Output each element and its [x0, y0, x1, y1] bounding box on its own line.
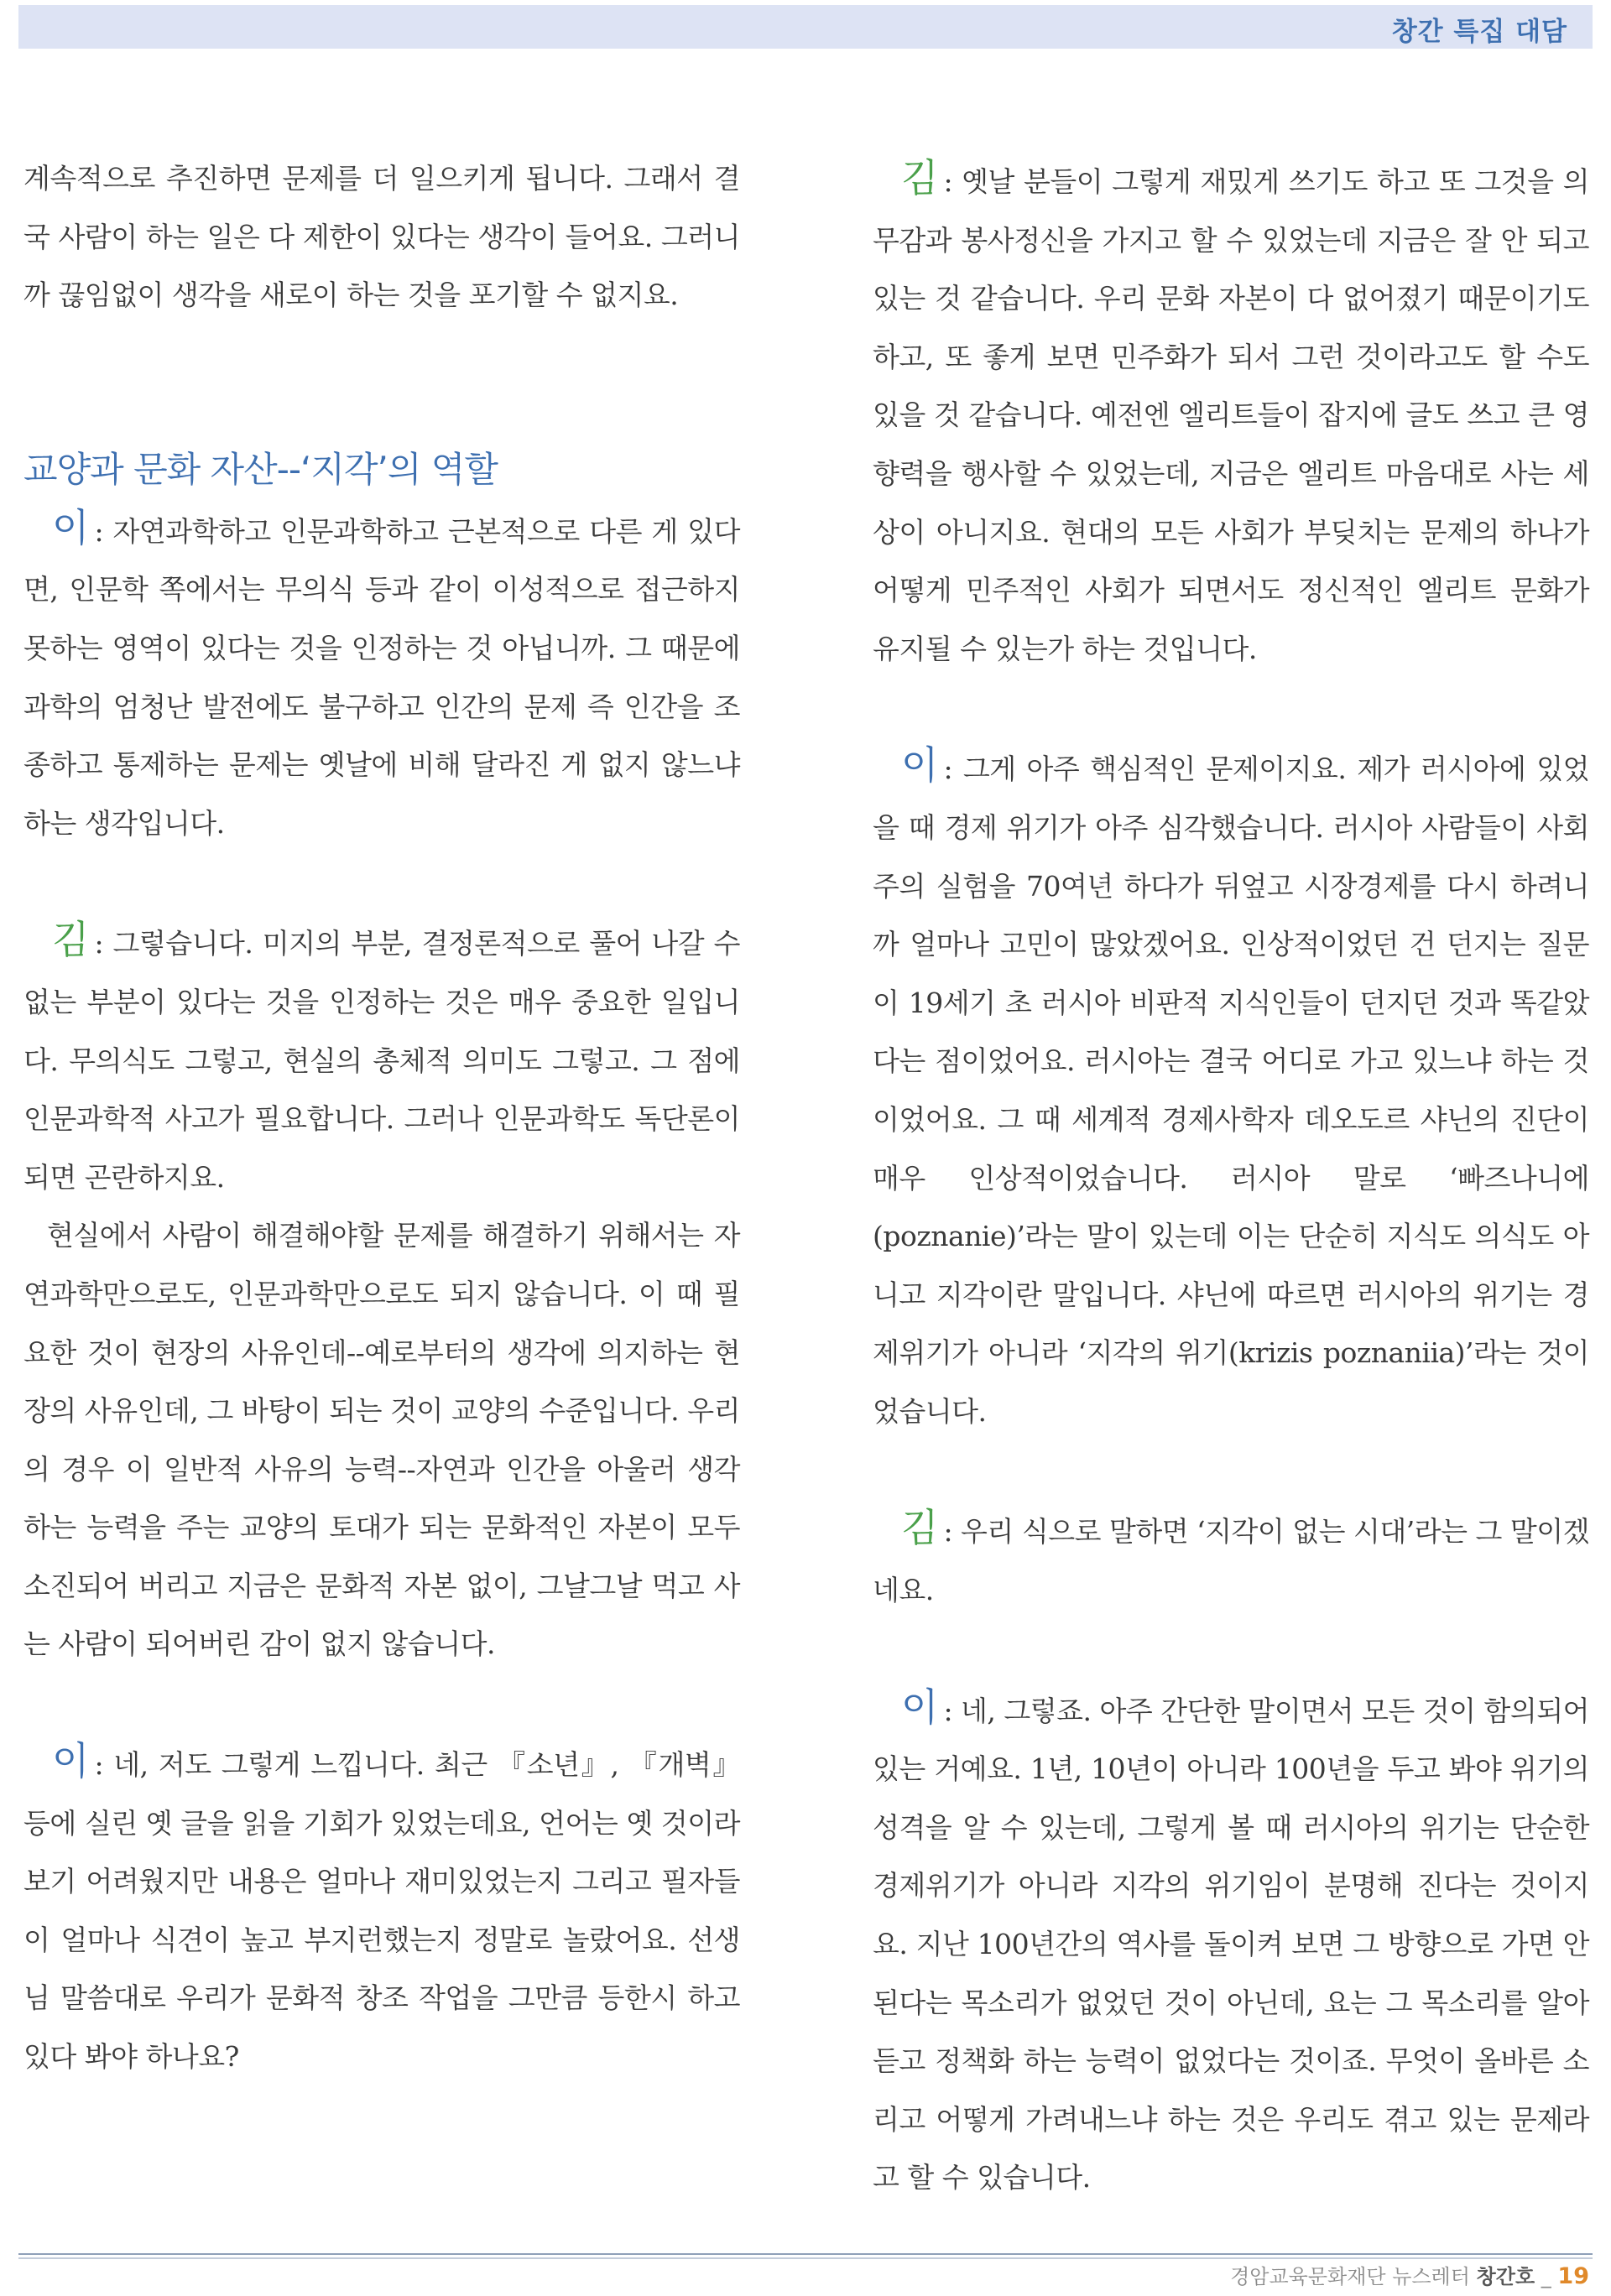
dialogue-paragraph — [23, 499, 740, 853]
speaker-lee: 이 — [901, 1684, 939, 1730]
dialogue-paragraph — [23, 1732, 740, 2086]
section-heading: 교양과 문화 자산--‘지각’의 역할 — [23, 448, 498, 490]
speaker-lee: 이 — [901, 742, 939, 789]
dialogue-paragraph — [873, 1499, 1589, 1619]
footer-divider — [18, 2253, 1593, 2259]
dialogue-text: : 자연과학하고 인문과학하고 근본적으로 다른 게 있다면, 인문학 쪽에서는 무의식 등과 같이 이성적으로 접근하지 못하는 영역이 있다는 것을 인정하는 것 아닙니까. 그 때문에 과학의 엄청난 발전에도 불구하고 인간의 문제 즉 인간을 조종하고 통제하는 문제는 옛날에 비해 달라진 게 없지 않느냐 하는 생각입니다. — [23, 514, 740, 840]
footer-publisher: 경암교육문화재단 뉴스레터 — [1230, 2265, 1470, 2288]
spacer — [873, 1620, 1589, 1679]
footer-separator: _ — [1541, 2265, 1551, 2288]
footer — [1230, 2260, 1589, 2289]
header-title: 창간 특집 대담 — [1391, 17, 1567, 47]
dialogue-text: : 그게 아주 핵심적인 문제이지요. 제가 러시아에 있었을 때 경제 위기가 아주 심각했습니다. 러시아 사람들이 사회주의 실험을 70여년 하다가 뒤엎고 시장경제를 다시 하려니까 얼마나 고민이 많았겠어요. 인상적이었던 건 던지는 질문이 19세기 초 러시아 비판적 지식인들이 던지던 것과 똑같았다는 점이었어요. 러시아는 결국 어디로 가고 있느냐 하는 것이었어요. 그 때 세계적 경제사학자 데오도르 샤닌의 진단이 매우 인상적이었습니다. 러시아 말로 ‘빠즈나니에(poznanie)’라는 말이 있는데 이는 단순히 지식도 의식도 아니고 지각이란 말입니다. 샤닌에 따르면 러시아의 위기는 경제위기가 아니라 ‘지각의 위기(krizis poznaniia)’라는 것이었습니다. — [873, 752, 1589, 1428]
dialogue-text: : 옛날 분들이 그렇게 재밌게 쓰기도 하고 또 그것을 의무감과 봉사정신을 가지고 할 수 있었는데 지금은 잘 안 되고 있는 것 같습니다. 우리 문화 자본이 다 없어졌기 때문이기도 하고, 또 좋게 보면 민주화가 되서 그런 것이라고도 할 수도 있을 것 같습니다. 예전엔 엘리트들이 잡지에 글도 쓰고 큰 영향력을 행사할 수 있었는데, 지금은 엘리트 마음대로 사는 세상이 아니지요. 현대의 모든 사회가 부딪치는 문제의 하나가 어떻게 민주적인 사회가 되면서도 정신적인 엘리트 문화가 유지될 수 있는가 하는 것입니다. — [873, 165, 1589, 665]
header-bar — [18, 5, 1593, 49]
spacer — [23, 852, 740, 911]
dialogue-text: : 우리 식으로 말하면 ‘지각이 없는 시대’라는 그 말이겠네요. — [873, 1515, 1589, 1607]
speaker-lee: 이 — [52, 1738, 90, 1784]
spacer — [23, 1674, 740, 1732]
footer-line — [18, 2253, 1593, 2255]
right-column — [873, 149, 1589, 2207]
speaker-lee: 이 — [52, 504, 90, 550]
page-number: 19 — [1557, 2263, 1589, 2289]
dialogue-paragraph — [873, 1679, 1589, 2207]
dialogue-text: : 네, 그렇죠. 아주 간단한 말이면서 모든 것이 함의되어 있는 거예요. 1년, 10년이 아니라 100년을 두고 봐야 위기의 성격을 알 수 있는데, 그렇게 볼 때 러시아의 위기는 단순한 경제위기가 아니라 지각의 위기임이 분명해 진다는 것이지요. 지난 100년간의 역사를 돌이켜 보면 그 방향으로 가면 안 된다는 목소리가 없었던 것이 아닌데, 요는 그 목소리를 알아듣고 정책화 하는 능력이 없었다는 것이죠. 무엇이 올바른 소리고 어떻게 가려내느냐 하는 것은 우리도 겪고 있는 문제라고 할 수 있습니다. — [873, 1694, 1589, 2194]
footer-line — [18, 2257, 1593, 2259]
dialogue-paragraph — [873, 737, 1589, 1440]
dialogue-paragraph: 현실에서 사람이 해결해야할 문제를 해결하기 위해서는 자연과학만으로도, 인문과학만으로도 되지 않습니다. 이 때 필요한 것이 현장의 사유인데--예로부터의 생각에 의지하는 현장의 사유인데, 그 바탕이 되는 것이 교양의 수준입니다. 우리의 경우 이 일반적 사유의 능력--자연과 인간을 아울러 생각하는 능력을 주는 교양의 토대가 되는 문화적인 자본이 모두 소진되어 버리고 지금은 문화적 자본 없이, 그날그날 먹고 사는 사람이 되어버린 감이 없지 않습니다. — [23, 1219, 740, 1661]
dialogue-text: : 그렇습니다. 미지의 부분, 결정론적으로 풀어 나갈 수 없는 부분이 있다는 것을 인정하는 것은 매우 중요한 일입니다. 무의식도 그렇고, 현실의 총체적 의미도 그렇고. 그 점에 인문과학적 사고가 필요합니다. 그러나 인문과학도 독단론이 되면 곤란하지요. — [23, 927, 740, 1194]
speaker-kim: 김 — [901, 155, 939, 200]
speaker-kim: 김 — [52, 917, 90, 963]
spacer — [873, 678, 1589, 737]
speaker-kim: 김 — [901, 1505, 939, 1551]
paragraph-continuation: 계속적으로 추진하면 문제를 더 일으키게 됩니다. 그래서 결국 사람이 하는 일은 다 제한이 있다는 생각이 들어요. 그러니까 끊임없이 생각을 새로이 하는 것을 포기할 수 없지요. — [23, 162, 740, 312]
footer-issue: 창간호 — [1476, 2265, 1535, 2288]
dialogue-paragraph — [23, 911, 740, 1206]
spacer — [873, 1440, 1589, 1499]
dialogue-paragraph — [873, 149, 1589, 678]
spacer — [23, 325, 740, 440]
dialogue-text: : 네, 저도 그렇게 느낍니다. 최근 『소년』, 『개벽』등에 실린 옛 글을 읽을 기회가 있었는데요, 언어는 옛 것이라 보기 어려웠지만 내용은 얼마나 재미있었는지 그리고 필자들이 얼마나 식견이 높고 부지런했는지 정말로 놀랐어요. 선생님 말씀대로 우리가 문화적 창조 작업을 그만큼 등한시 하고 있다 봐야 하나요? — [23, 1748, 740, 2074]
left-column — [23, 149, 740, 2086]
